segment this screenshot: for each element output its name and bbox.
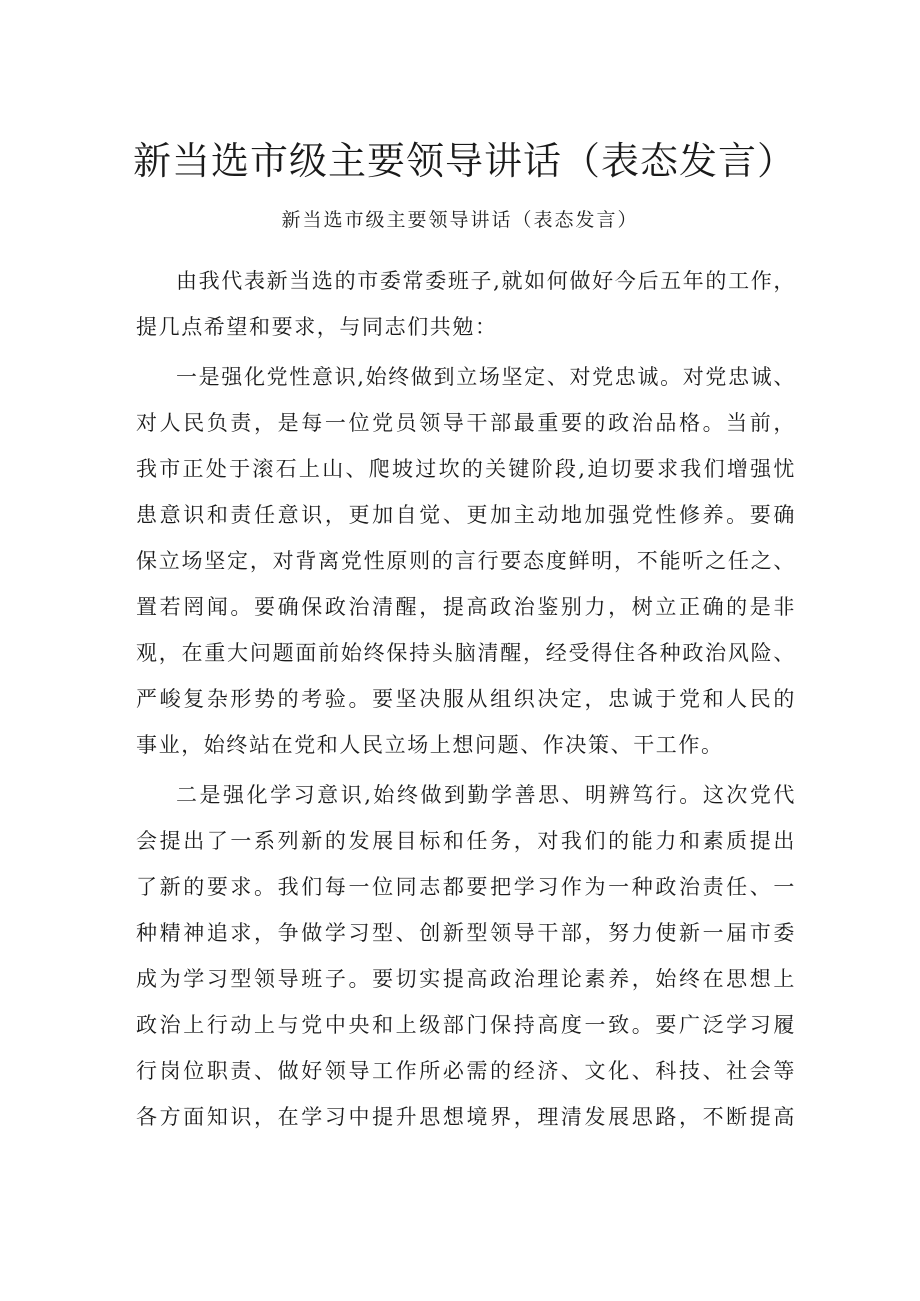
- paragraph-line: 由我代表新当选的市委常委班子,就如何做好今后五年的工作，: [176, 269, 796, 293]
- paragraph-line: 对人民负责，是每一位党员领导干部最重要的政治品格。当前，: [136, 411, 796, 435]
- paragraph-line: 保立场坚定，对背离党性原则的言行要态度鲜明，不能听之任之、: [136, 549, 796, 573]
- paragraph-line: 各方面知识，在学习中提升思想境界，理清发展思路，不断提高: [136, 1105, 796, 1129]
- paragraph-line: 了新的要求。我们每一位同志都要把学习作为一种政治责任、一: [136, 875, 796, 899]
- paragraph-line: 会提出了一系列新的发展目标和任务，对我们的能力和素质提出: [136, 829, 796, 853]
- paragraph-line: 成为学习型领导班子。要切实提高政治理论素养，始终在思想上: [136, 967, 796, 991]
- paragraph-line: 一是强化党性意识,始终做到立场坚定、对党忠诚。对党忠诚、: [176, 365, 796, 389]
- document-title: 新当选市级主要领导讲话（表态发言）: [133, 139, 797, 183]
- paragraph-line: 行岗位职责、做好领导工作所必需的经济、文化、科技、社会等: [136, 1059, 796, 1083]
- paragraph-line: 严峻复杂形势的考验。要坚决服从组织决定，忠诚于党和人民的: [136, 687, 796, 711]
- paragraph-line: 观，在重大问题面前始终保持头脑清醒，经受得住各种政治风险、: [136, 641, 796, 665]
- paragraph-line: 提几点希望和要求，与同志们共勉：: [136, 315, 498, 339]
- paragraph-line: 政治上行动上与党中央和上级部门保持高度一致。要广泛学习履: [136, 1013, 796, 1037]
- paragraph-line: 我市正处于滚石上山、爬坡过坎的关键阶段,迫切要求我们增强忧: [136, 457, 796, 481]
- paragraph-2: [136, 354, 796, 768]
- paragraph-3: [136, 772, 796, 1140]
- document-subtitle: 新当选市级主要领导讲话（表态发言）: [281, 209, 639, 231]
- paragraph-line: 二是强化学习意识,始终做到勤学善思、明辨笃行。这次党代: [176, 783, 796, 807]
- paragraph-line: 种精神追求，争做学习型、创新型领导干部，努力使新一届市委: [136, 921, 796, 945]
- paragraph-line: 置若罔闻。要确保政治清醒，提高政治鉴别力，树立正确的是非: [136, 595, 796, 619]
- document-body: [136, 258, 796, 1140]
- paragraph-line: 事业，始终站在党和人民立场上想问题、作决策、干工作。: [136, 733, 724, 757]
- paragraph-1: [136, 258, 796, 350]
- paragraph-line: 患意识和责任意识，更加自觉、更加主动地加强党性修养。要确: [136, 503, 796, 527]
